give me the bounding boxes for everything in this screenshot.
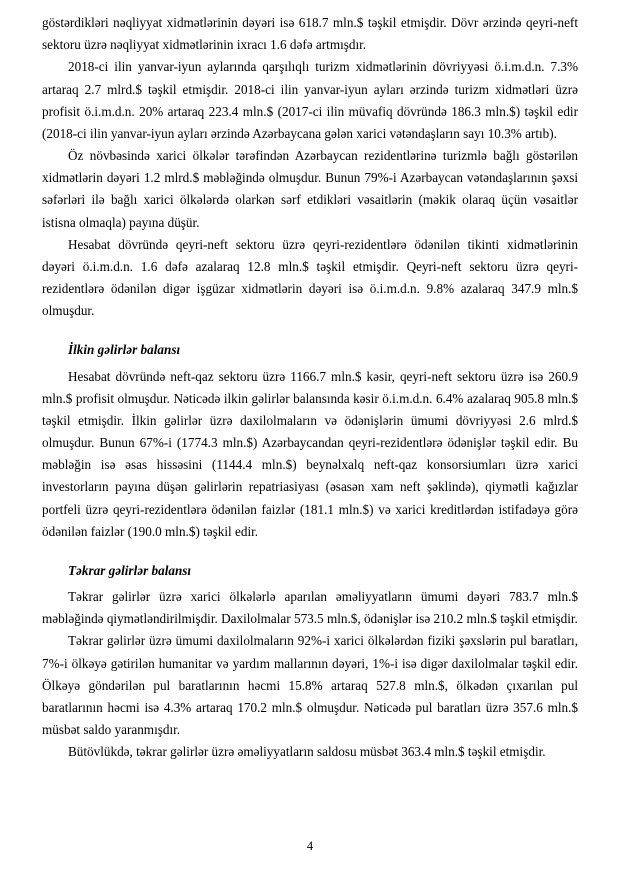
paragraph-transport-services: göstərdikləri nəqliyyat xidmətlərinin dəyəri isə 618.7 mln.$ təşkil etmişdir. Dövr ərzində qeyri-neft sektoru üzrə nəqliyyat xidmətlərinin ixracı 1.6 dəfə artmışdır.: [42, 15, 578, 53]
heading-secondary-income-balance: Təkrar gəlirlər balansı: [68, 562, 192, 578]
page-number: 4: [306, 839, 314, 853]
paragraph-tourism-turnover: 2018-ci ilin yanvar-iyun aylarında qarşılıqlı turizm xidmətlərinin dövriyyəsi ö.i.m.d.n. 7.3% artaraq 2.7 mlrd.$ təşkil etmişdir. 2018-ci ilin yanvar-iyun ayları ərzində turizm xidmətləri üzrə profisit ö.i.m.d.n. 20% artaraq 223.4 mln.$ (2017-ci ilin müvafiq dövründə 186.3 mln.$) təşkil edir (2018-ci ilin yanvar-iyun ayları ərzində Azərbaycana gələn xarici vətəndaşların sayı 10.3% artıb).: [42, 59, 578, 141]
paragraph-construction-services: Hesabat dövründə qeyri-neft sektoru üzrə qeyri-rezidentlərə ödənilən tikinti xidmətlərinin dəyəri ö.i.m.d.n. 1.6 dəfə azalaraq 12.8 mln.$ təşkil etmişdir. Qeyri-neft sektoru üzrə qeyri-rezidentlərə ödənilən digər işgüzar xidmətlərin dəyəri isə ö.i.m.d.n. 9.8% azalaraq 347.9 mln.$ olmuşdur.: [42, 236, 578, 319]
paragraph-secondary-income-balance-summary: Bütövlükdə, təkrar gəlirlər üzrə əməliyyatların saldosu müsbət 363.4 mln.$ təşkil etmişdir.: [68, 744, 546, 760]
paragraph-primary-income: Hesabat dövründə neft-qaz sektoru üzrə 1166.7 mln.$ kəsir, qeyri-neft sektoru üzrə isə 260.9 mln.$ profisit olmuşdur. Nəticədə ilkin gəlirlər balansında kəsir ö.i.m.d.n. 6.4% azalaraq 905.8 mln.$ təşkil etmişdir. İlkin gəlirlər üzrə daxilolmaların və ödənişlərin ümumi dövriyyəsi 2.6 mlrd.$ olmuşdur. Bunun 67%-i (1774.3 mln.$) Azərbaycandan qeyri-rezidentlərə ödənişlər təşkil edir. Bu məbləğin isə əsas hissəsini (1144.4 mln.$) beynəlxalq neft-qaz konsorsiumları üzrə xarici investorların payına düşən gəlirlərin repatriasiyası (əsasən xam neft şəklində), qiymətli kağızlar portfeli üzrə qeyri-rezidentlərə ödənilən faizlər (181.1 mln.$) və xarici kreditlərdən istifadəyə görə ödənilən faizlər (190.0 mln.$) təşkil edir.: [42, 368, 578, 539]
paragraph-secondary-income-total: Təkrar gəlirlər üzrə xarici ölkələrlə aparılan əməliyyatların ümumi dəyəri 783.7 mln.$ məbləğində qiymətləndirilmişdir. Daxilolmalar 573.5 mln.$, ödənişlər isə 210.2 mln.$ təşkil etmişdir.: [42, 589, 578, 627]
heading-primary-income-balance: İlkin gəlirlər balansı: [68, 342, 181, 358]
paragraph-tourism-services-abroad: Öz növbəsində xarici ölkələr tərəfindən Azərbaycan rezidentlərinə turizmlə bağlı göstərilən xidmətlərin dəyəri 1.2 mlrd.$ məbləğində olmuşdur. Bunun 79%-i Azərbaycan vətəndaşlarının şəxsi səfərləri ilə bağlı xarici ölkələrdə olarkən sərf etdikləri vəsaitlərin (məkik olaraq üçün vəsaitlər istisna olmaqla) payına düşür.: [42, 148, 578, 230]
paragraph-remittances: Təkrar gəlirlər üzrə ümumi daxilolmaların 92%-i xarici ölkələrdən fiziki şəxslərin pul baratları, 7%-i ölkəyə gətirilən humanitar və yardım mallarının dəyəri, 1%-i isə digər daxilolmalar təşkil edir. Ölkəyə göndərilən pul baratlarının həcmi 15.8% artaraq 527.8 mln.$, ölkədən çıxarılan pul baratlarının həcmi isə 4.3% artaraq 170.2 mln.$ olmuşdur. Nəticədə pul baratları üzrə 357.6 mln.$ müsbət saldo yaranmışdır.: [42, 633, 578, 738]
